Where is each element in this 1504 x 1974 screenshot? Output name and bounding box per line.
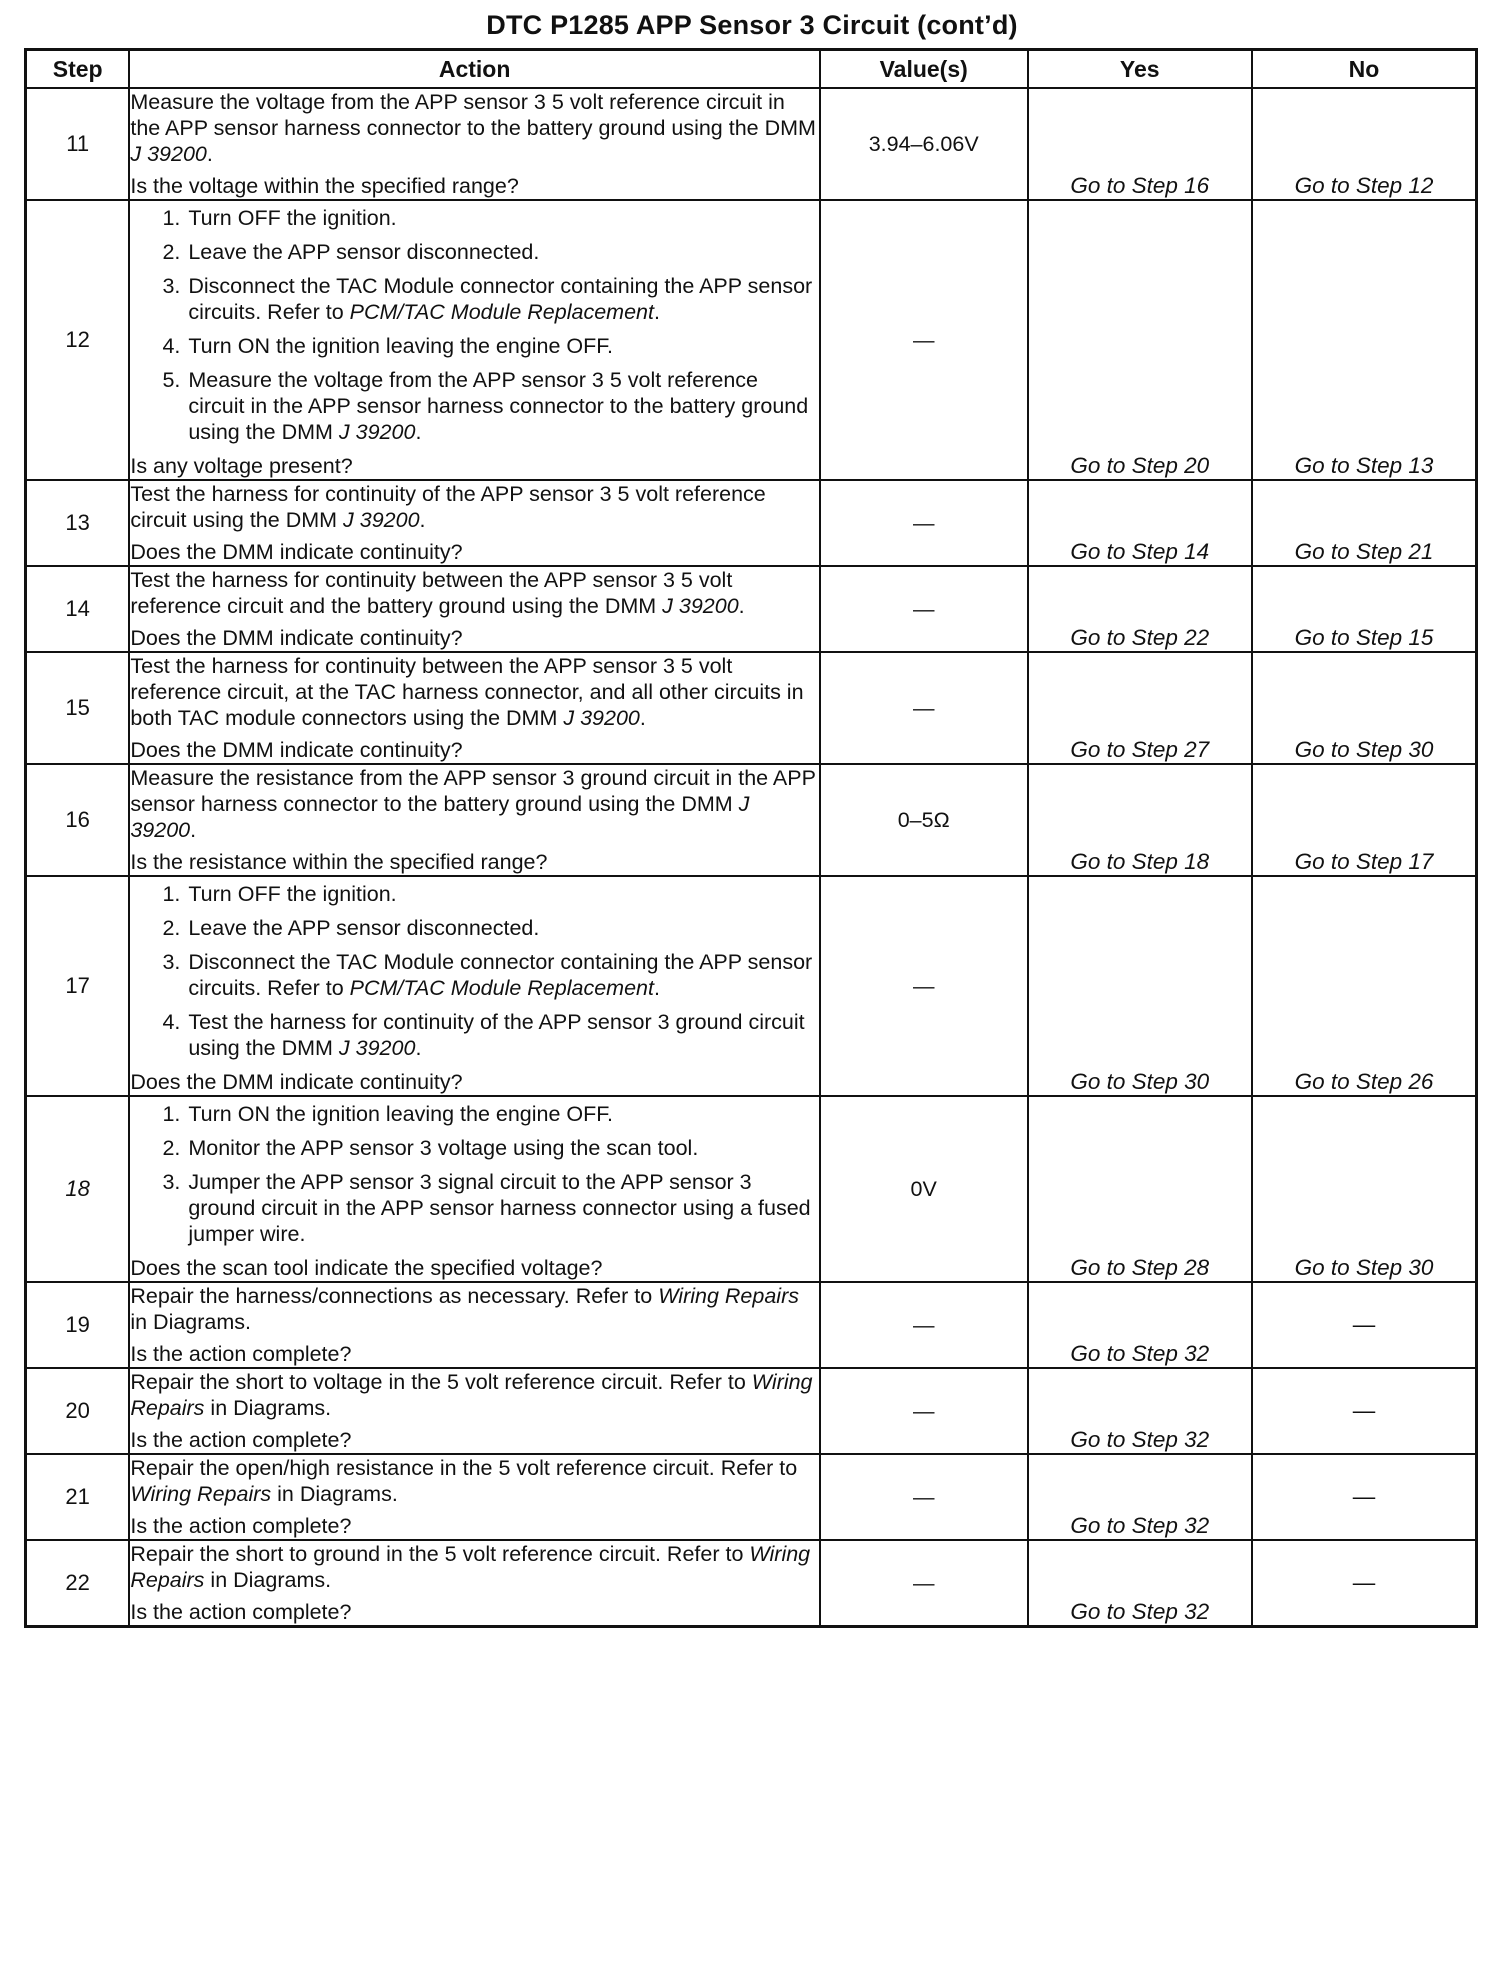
question: Is the voltage within the specified range? (130, 174, 519, 198)
tool-ref: J 39200 (130, 142, 207, 166)
action-text: Test the harness for continuity between the APP sensor 3 5 volt reference circuit and the battery ground using the DMM (130, 568, 733, 618)
question: Does the DMM indicate continuity? (130, 738, 463, 762)
no-cell: Go to Step 26 (1252, 876, 1477, 1096)
tool-ref: J 39200 (338, 1036, 416, 1060)
yes-cell: Go to Step 30 (1028, 876, 1252, 1096)
table-row (26, 1282, 1477, 1368)
action-cell: Measure the voltage from the APP sensor 3 5 volt reference circuit in the APP sensor harness connector to the battery ground using the DMM J 39200. Is the voltage within the specified range? (129, 88, 820, 200)
tool-ref: J 39200 (563, 706, 640, 730)
step-number: 22 (26, 1540, 130, 1627)
no-cell: Go to Step 30 (1252, 652, 1477, 764)
table-row (26, 764, 1477, 876)
no-cell: — (1252, 1282, 1477, 1368)
table-row (26, 876, 1477, 1096)
manual-ref: PCM/TAC Module Replacement (349, 976, 654, 1000)
action-text: Repair the harness/connections as necessary. Refer to (130, 1284, 653, 1308)
tool-ref: J 39200 (338, 420, 416, 444)
value-cell: — (820, 480, 1028, 566)
page-title: DTC P1285 APP Sensor 3 Circuit (cont’d) (486, 10, 1018, 40)
action-cell: Measure the resistance from the APP sensor 3 ground circuit in the APP sensor harness connector to the battery ground using the DMM J 39200. Is the resistance within the specified range? (129, 764, 820, 876)
no-cell: Go to Step 15 (1252, 566, 1477, 652)
action-cell: Test the harness for continuity of the APP sensor 3 5 volt reference circuit using the DMM J 39200. Does the DMM indicate continuity? (129, 480, 820, 566)
list-item: 2. Monitor the APP sensor 3 voltage using the scan tool. (186, 1135, 819, 1161)
table-row (26, 566, 1477, 652)
list-item: 3. Jumper the APP sensor 3 signal circuit to the APP sensor 3 ground circuit in the APP sensor harness connector using a fused jumper wire. (186, 1169, 819, 1247)
ref-suffix: in Diagrams. (210, 1568, 332, 1592)
question: Does the DMM indicate continuity? (130, 1070, 463, 1094)
value-cell: — (820, 652, 1028, 764)
value-cell: 0–5Ω (820, 764, 1028, 876)
ref-suffix: in Diagrams. (210, 1396, 332, 1420)
list-item: 3. Disconnect the TAC Module connector containing the APP sensor circuits. Refer to PCM/TAC Module Replacement. (186, 949, 819, 1001)
list-item: 1. Turn ON the ignition leaving the engine OFF. (186, 1101, 819, 1127)
header-step: Step (26, 50, 130, 89)
step-number: 13 (26, 480, 130, 566)
no-cell: Go to Step 13 (1252, 200, 1477, 480)
yes-cell: Go to Step 32 (1028, 1282, 1252, 1368)
step-number: 16 (26, 764, 130, 876)
list-item: 1. Turn OFF the ignition. (186, 205, 819, 231)
yes-cell: Go to Step 32 (1028, 1454, 1252, 1540)
tool-ref: J 39200 (662, 594, 739, 618)
yes-cell: Go to Step 22 (1028, 566, 1252, 652)
yes-cell: Go to Step 14 (1028, 480, 1252, 566)
action-cell (129, 1096, 820, 1282)
table-row (26, 200, 1477, 480)
action-steps (130, 205, 819, 445)
action-cell: Test the harness for continuity between the APP sensor 3 5 volt reference circuit and the battery ground using the DMM J 39200. Does the DMM indicate continuity? (129, 566, 820, 652)
list-item: 4. Test the harness for continuity of the APP sensor 3 ground circuit using the DMM J 39200. (186, 1009, 819, 1061)
no-cell: — (1252, 1454, 1477, 1540)
yes-cell: Go to Step 32 (1028, 1540, 1252, 1627)
header-values: Value(s) (820, 50, 1028, 89)
action-text: Test the harness for continuity between the APP sensor 3 5 volt reference circuit, at the TAC harness connector, and all other circuits in both TAC module connectors using the DMM (130, 654, 804, 730)
action-cell (129, 200, 820, 480)
question: Does the scan tool indicate the specified voltage? (130, 1256, 603, 1280)
no-cell: Go to Step 21 (1252, 480, 1477, 566)
value-cell: — (820, 1368, 1028, 1454)
yes-cell: Go to Step 32 (1028, 1368, 1252, 1454)
step-number: 14 (26, 566, 130, 652)
header-no: No (1252, 50, 1477, 89)
manual-ref: Wiring Repairs (130, 1542, 811, 1592)
table-row (26, 1454, 1477, 1540)
table-row (26, 652, 1477, 764)
no-cell: — (1252, 1540, 1477, 1627)
diagnostic-table (24, 48, 1478, 1628)
ref-suffix: in Diagrams. (130, 1310, 252, 1334)
list-item: 3. Disconnect the TAC Module connector containing the APP sensor circuits. Refer to PCM/TAC Module Replacement. (186, 273, 819, 325)
yes-cell: Go to Step 28 (1028, 1096, 1252, 1282)
table-header-row (26, 50, 1477, 89)
table-row (26, 480, 1477, 566)
step-number: 11 (26, 88, 130, 200)
action-cell (129, 1282, 820, 1368)
step-number: 21 (26, 1454, 130, 1540)
no-cell: — (1252, 1368, 1477, 1454)
action-cell (129, 1368, 820, 1454)
action-text: Test the harness for continuity of the APP sensor 3 5 volt reference circuit using the DMM (130, 482, 766, 532)
step-number: 19 (26, 1282, 130, 1368)
list-item: 1. Turn OFF the ignition. (186, 881, 819, 907)
list-item: 4. Turn ON the ignition leaving the engine OFF. (186, 333, 819, 359)
action-cell: Test the harness for continuity between the APP sensor 3 5 volt reference circuit, at the TAC harness connector, and all other circuits in both TAC module connectors using the DMM J 39200. Does the DMM indicate continuity? (129, 652, 820, 764)
no-cell: Go to Step 12 (1252, 88, 1477, 200)
question: Is the resistance within the specified range? (130, 850, 548, 874)
manual-ref: Wiring Repairs (130, 1370, 813, 1420)
action-text: Repair the short to ground in the 5 volt reference circuit. Refer to (130, 1542, 744, 1566)
manual-ref: Wiring Repairs (658, 1284, 799, 1308)
question: Is the action complete? (130, 1342, 352, 1366)
value-cell: 3.94–6.06V (820, 88, 1028, 200)
step-number: 15 (26, 652, 130, 764)
question: Does the DMM indicate continuity? (130, 540, 463, 564)
action-cell (129, 1454, 820, 1540)
action-steps (130, 1101, 819, 1247)
list-item: 2. Leave the APP sensor disconnected. (186, 239, 819, 265)
header-action: Action (129, 50, 820, 89)
table-row (26, 1096, 1477, 1282)
question: Is any voltage present? (130, 454, 353, 478)
step-number: 12 (26, 200, 130, 480)
value-cell: 0V (820, 1096, 1028, 1282)
yes-cell: Go to Step 18 (1028, 764, 1252, 876)
action-steps (130, 881, 819, 1061)
step-number: 20 (26, 1368, 130, 1454)
action-cell (129, 876, 820, 1096)
action-text: Measure the resistance from the APP sensor 3 ground circuit in the APP sensor harness connector to the battery ground using the DMM (130, 766, 816, 816)
step-number: 18 (26, 1096, 130, 1282)
step-number: 17 (26, 876, 130, 1096)
value-cell: — (820, 200, 1028, 480)
value-cell: — (820, 1454, 1028, 1540)
header-yes: Yes (1028, 50, 1252, 89)
no-cell: Go to Step 30 (1252, 1096, 1477, 1282)
yes-cell: Go to Step 20 (1028, 200, 1252, 480)
value-cell: — (820, 1540, 1028, 1627)
value-cell: — (820, 566, 1028, 652)
value-cell: — (820, 1282, 1028, 1368)
list-item: 5. Measure the voltage from the APP sensor 3 5 volt reference circuit in the APP sensor harness connector to the battery ground using the DMM J 39200. (186, 367, 819, 445)
value-cell: — (820, 876, 1028, 1096)
table-row (26, 1368, 1477, 1454)
table-row (26, 88, 1477, 200)
manual-ref: Wiring Repairs (130, 1482, 272, 1506)
tool-ref: J 39200 (130, 792, 750, 842)
list-item: 2. Leave the APP sensor disconnected. (186, 915, 819, 941)
action-text: Repair the short to voltage in the 5 volt reference circuit. Refer to (130, 1370, 746, 1394)
question: Is the action complete? (130, 1514, 352, 1538)
question: Is the action complete? (130, 1600, 352, 1624)
yes-cell: Go to Step 27 (1028, 652, 1252, 764)
action-text: Repair the open/high resistance in the 5 volt reference circuit. Refer to (130, 1456, 798, 1480)
manual-ref: PCM/TAC Module Replacement (349, 300, 654, 324)
question: Does the DMM indicate continuity? (130, 626, 463, 650)
action-cell (129, 1540, 820, 1627)
action-text: Measure the voltage from the APP sensor 3 5 volt reference circuit in the APP sensor harness connector to the battery ground using the DMM (130, 90, 816, 140)
yes-cell: Go to Step 16 (1028, 88, 1252, 200)
question: Is the action complete? (130, 1428, 352, 1452)
ref-suffix: in Diagrams. (277, 1482, 398, 1506)
tool-ref: J 39200 (343, 508, 420, 532)
table-row (26, 1540, 1477, 1627)
no-cell: Go to Step 17 (1252, 764, 1477, 876)
